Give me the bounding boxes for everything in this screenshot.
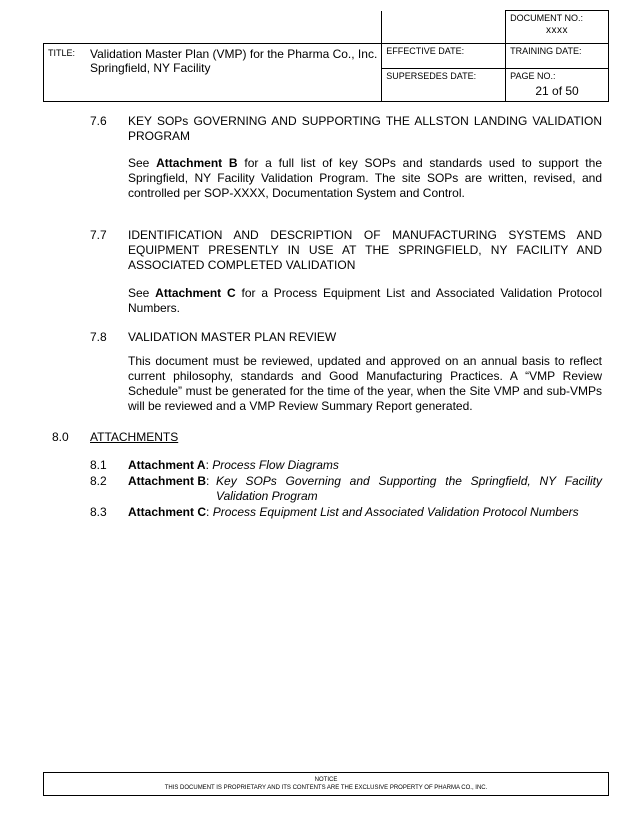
proprietary-notice [43, 772, 609, 796]
section-paragraph [128, 286, 602, 316]
attachment-ref: Attachment B [156, 156, 238, 170]
section-number: 7.6 [90, 114, 107, 128]
effective-date-label: EFFECTIVE DATE: [386, 46, 465, 56]
title-cell [44, 44, 382, 102]
section-number: 7.7 [90, 228, 107, 242]
separator: : [206, 474, 217, 488]
section-heading-text: KEY SOPs GOVERNING AND SUPPORTING THE ALLSTON LANDING VALIDATION PROGRAM [128, 114, 602, 143]
section-paragraph [128, 156, 602, 201]
training-date-cell [506, 44, 609, 69]
supersedes-date-cell [382, 69, 506, 102]
header-blank-2 [382, 11, 506, 44]
attachment-item [128, 505, 608, 520]
section-heading [128, 330, 602, 345]
page-no-label: PAGE NO.: [510, 71, 556, 81]
attachment-label [128, 474, 216, 504]
document-title: Validation Master Plan (VMP) for the Pharma Co., Inc. Springfield, NY Facility [90, 47, 378, 75]
paragraph-text: See [128, 286, 156, 300]
item-number: 8.2 [90, 474, 107, 488]
paragraph-text: This document must be reviewed, updated and approved on an annual basis to reflect current philosophy, standards and Good Manufacturing Practices. A “VMP Review Schedule” must be generated for the time of the year, when the Site VMP and sub-VMPs will be reviewed and a VMP Review Summary Report generated. [128, 354, 602, 413]
training-date-label: TRAINING DATE: [510, 46, 582, 56]
attachment-item [128, 458, 602, 473]
section-heading [128, 114, 602, 144]
document-no-cell [506, 11, 609, 44]
attachment-ref: Attachment C [155, 286, 236, 300]
section-number: 7.8 [90, 330, 107, 344]
document-header [43, 10, 609, 102]
section-heading-text: IDENTIFICATION AND DESCRIPTION OF MANUFACTURING SYSTEMS AND EQUIPMENT PRESENTLY IN USE AT THE SPRINGFIELD, NY FACILITY AND ASSOCIATED COMPLETED VALIDATION [128, 228, 602, 272]
notice-heading: NOTICE [314, 777, 338, 783]
page-no-cell [506, 69, 609, 102]
header-blank [44, 11, 382, 44]
separator: : [205, 458, 213, 472]
effective-date-cell [382, 44, 506, 69]
attachment-title: Process Flow Diagrams [212, 458, 339, 472]
attachment-name: Attachment B [128, 474, 207, 488]
section-number: 8.0 [52, 430, 69, 444]
supersedes-date-label: SUPERSEDES DATE: [386, 71, 477, 81]
paragraph-text: for a full list of key SOPs and standards used to support the Springfield, NY Facility Validation Program. The site SOPs are written, revised, and controlled per SOP-XXXX, Documentation System and Control. [128, 156, 602, 200]
paragraph-text: for a Process Equipment List and Associated Validation Protocol Numbers. [128, 286, 602, 315]
notice-text: THIS DOCUMENT IS PROPRIETARY AND ITS CONTENTS ARE THE EXCLUSIVE PROPERTY OF PHARMA CO., INC. [164, 785, 488, 791]
title-label: TITLE: [48, 48, 76, 58]
section-paragraph [128, 354, 602, 414]
section-heading [128, 228, 602, 273]
item-number: 8.1 [90, 458, 107, 472]
item-number: 8.3 [90, 505, 107, 519]
attachment-title: Key SOPs Governing and Supporting the Springfield, NY Facility Validation Program [216, 474, 602, 503]
attachment-title: Process Equipment List and Associated Validation Protocol Numbers [212, 505, 579, 519]
separator: : [206, 505, 213, 519]
attachment-name: Attachment C [128, 505, 207, 519]
section-heading-text: VALIDATION MASTER PLAN REVIEW [128, 330, 337, 344]
page-no-value: 21 of 50 [535, 84, 579, 98]
document-no-value: xxxx [546, 25, 569, 36]
document-no-label: DOCUMENT NO.: [510, 13, 583, 23]
attachment-name: Attachment A [128, 458, 206, 472]
paragraph-text: See [128, 156, 157, 170]
attachment-item [128, 474, 602, 504]
section-heading-text: ATTACHMENTS [90, 430, 179, 444]
